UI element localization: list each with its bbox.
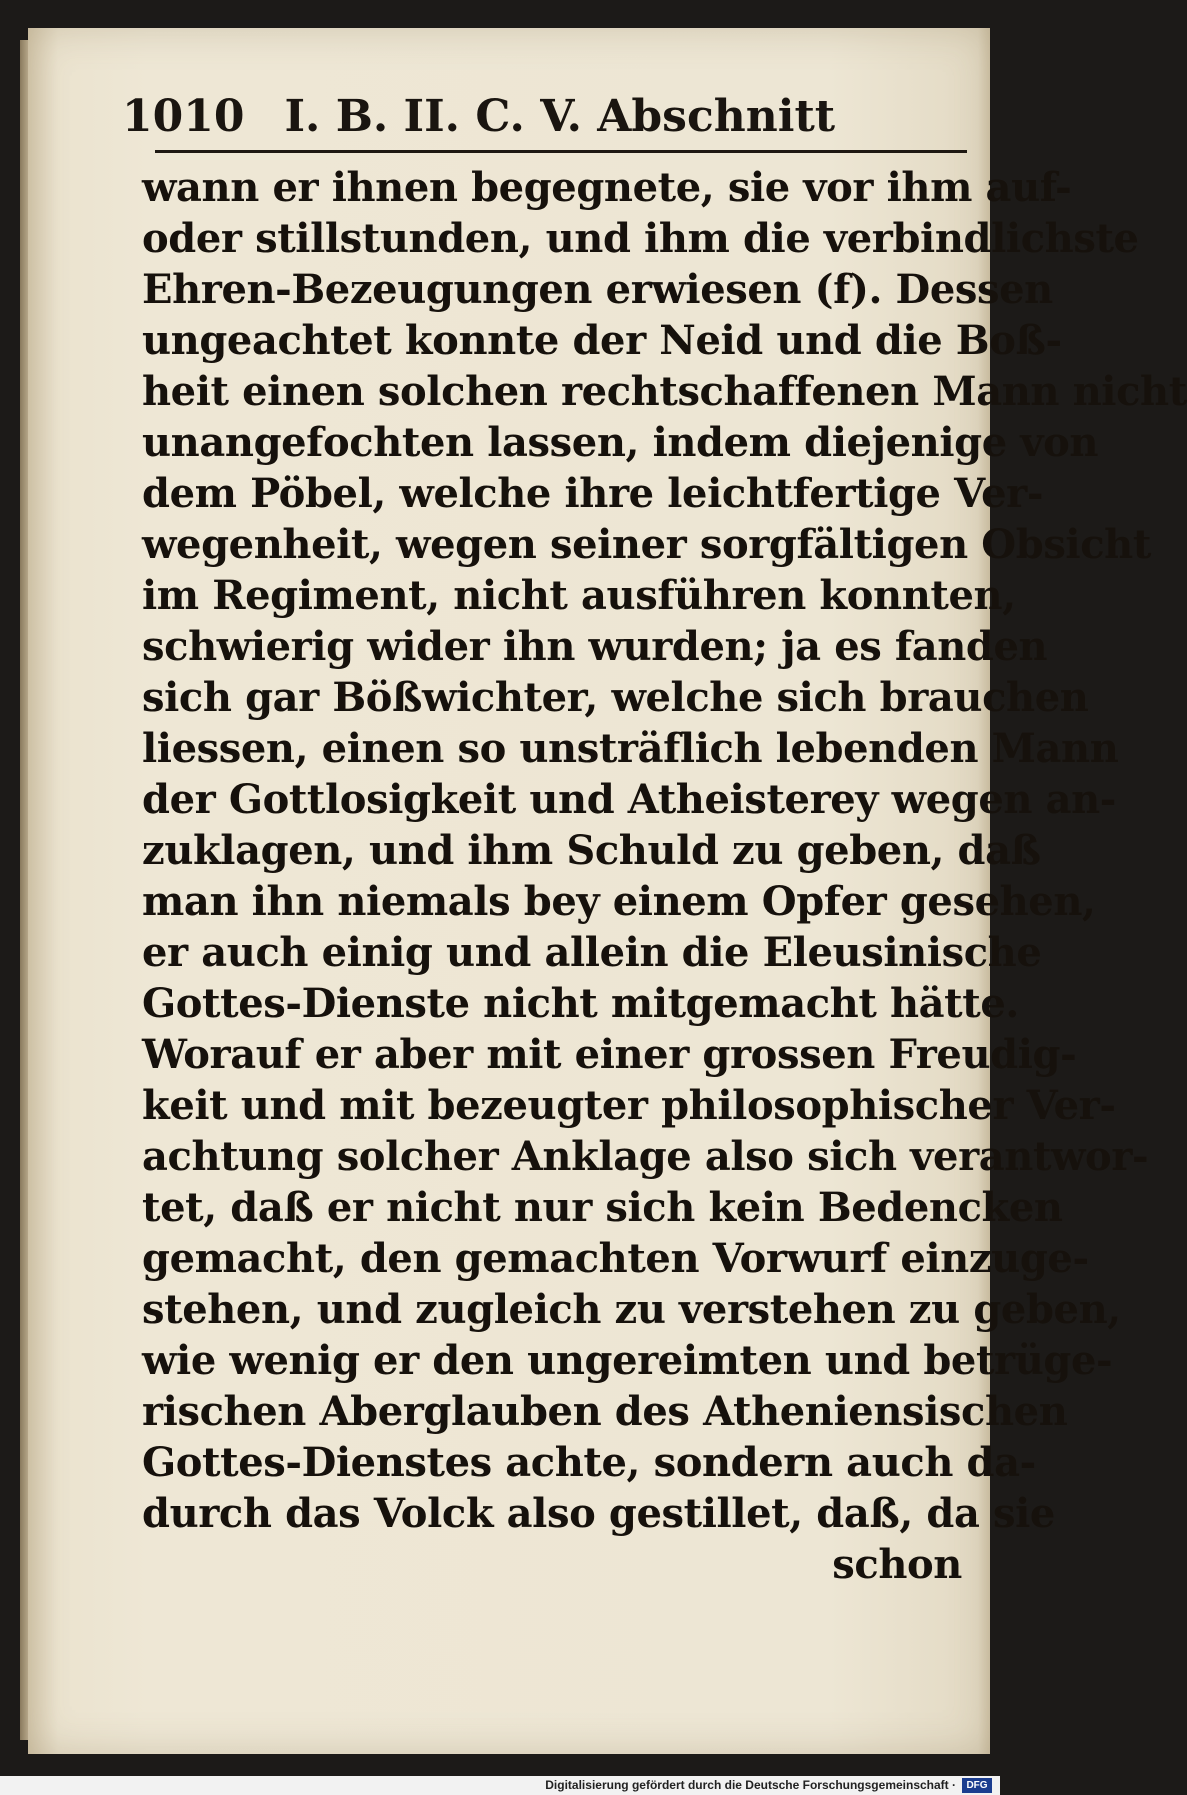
running-head (122, 82, 972, 152)
text-line: oder stillstunden, und ihm die verbindlichste (142, 215, 1139, 262)
text-line: stehen, und zugleich zu verstehen zu geben, (142, 1286, 1121, 1333)
header-rule (155, 150, 967, 153)
text-line: keit und mit bezeugter philosophischer Ver- (142, 1082, 1116, 1129)
text-line: achtung solcher Anklage also sich verantwor- (142, 1133, 1149, 1180)
text-line: man ihn niemals bey einem Opfer gesehen, (142, 878, 1096, 925)
text-line: wegenheit, wegen seiner sorgfältigen Obsicht (142, 521, 1151, 568)
text-line: heit einen solchen rechtschaffenen Mann nicht (142, 368, 1187, 415)
text-line: ungeachtet konnte der Neid und die Boß- (142, 317, 1062, 364)
text-line: rischen Aberglauben des Atheniensischen (142, 1388, 1068, 1435)
text-line: zuklagen, und ihm Schuld zu geben, daß (142, 827, 1041, 874)
text-line: dem Pöbel, welche ihre leichtfertige Ver- (142, 470, 1044, 517)
text-line: tet, daß er nicht nur sich kein Bedencken (142, 1184, 1063, 1231)
text-line: Ehren-Bezeugungen erwiesen (f). Dessen (142, 266, 1053, 313)
text-line: sich gar Bößwichter, welche sich brauchen (142, 674, 1089, 721)
text-line: schwierig wider ihn wurden; ja es fanden (142, 623, 1048, 670)
running-title: I. B. II. C. V. Abschnitt (284, 91, 836, 142)
text-line: unangefochten lassen, indem diejenige von (142, 419, 1099, 466)
text-line: liessen, einen so unsträflich lebenden Mann (142, 725, 1119, 772)
text-line: durch das Volck also gestillet, daß, da sie (142, 1490, 1055, 1537)
page-number: 1010 (122, 91, 245, 142)
text-line: gemacht, den gemachten Vorwurf einzuge- (142, 1235, 1089, 1282)
digitization-credit: Digitalisierung gefördert durch die Deutsche Forschungsgemeinschaft · (545, 1778, 956, 1792)
catchword: schon (832, 1541, 962, 1588)
dfg-logo: DFG (962, 1778, 992, 1793)
text-line: Gottes-Dienstes achte, sondern auch da- (142, 1439, 1036, 1486)
text-line: im Regiment, nicht ausführen konnten, (142, 572, 1016, 619)
text-line: Gottes-Dienste nicht mitgemacht hätte. (142, 980, 1019, 1027)
text-line: der Gottlosigkeit und Atheisterey wegen an- (142, 776, 1116, 823)
text-line: Worauf er aber mit einer grossen Freudig- (142, 1031, 1077, 1078)
text-line: wann er ihnen begegnete, sie vor ihm auf- (142, 164, 1072, 211)
text-line: wie wenig er den ungereimten und betrüge- (142, 1337, 1113, 1384)
body-text (142, 162, 1187, 1590)
text-line: er auch einig und allein die Eleusinische (142, 929, 1042, 976)
